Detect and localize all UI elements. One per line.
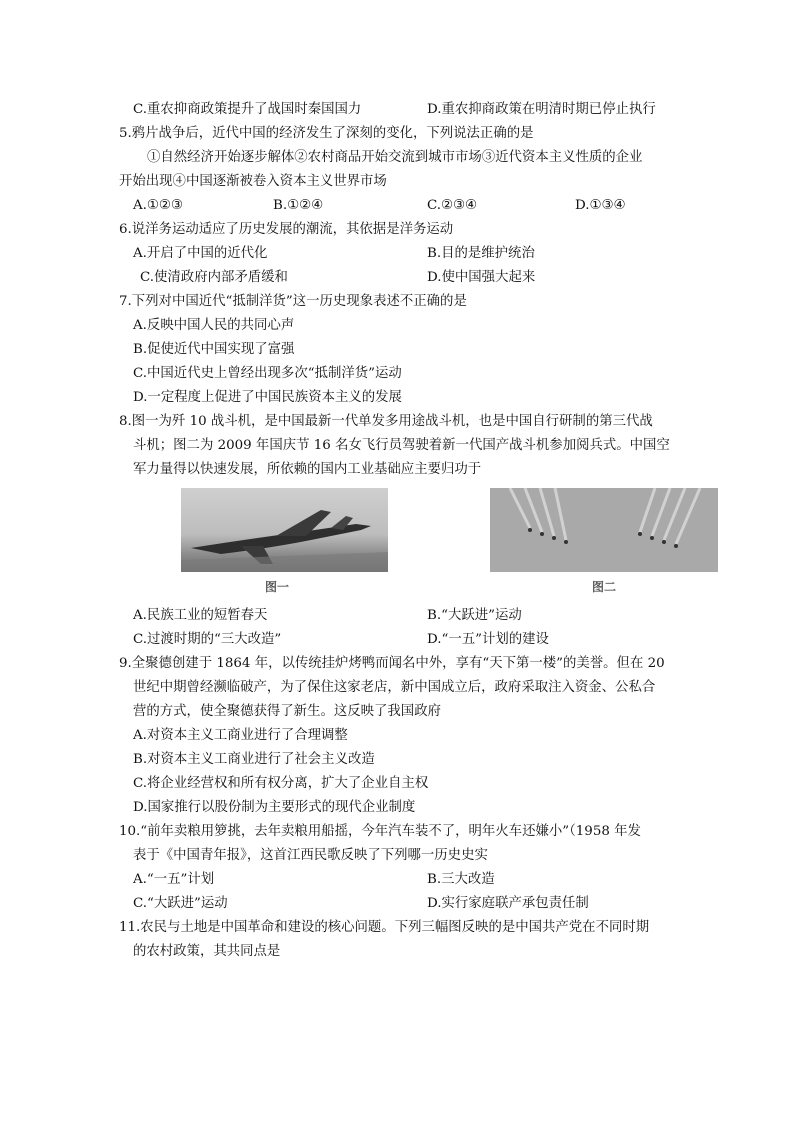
- q8-stem-line1: 8.图一为歼 10 战斗机，是中国最新一代单发多用途战斗机，也是中国自行研制的第三代战: [119, 414, 653, 429]
- q9-option-c: C.将企业经营权和所有权分离，扩大了企业自主权: [133, 776, 429, 791]
- q8-option-a: A.民族工业的短暂春天: [133, 608, 268, 623]
- formation-icon: [490, 488, 718, 572]
- q8-stem-line3: 军力量得以快速发展，所依赖的国内工业基础应主要归功于: [133, 462, 482, 477]
- q4-option-c: C.重农抑商政策提升了战国时秦国国力: [133, 102, 362, 117]
- q5-option-a: A.①②③: [133, 198, 183, 213]
- q9-stem-line3: 营的方式，使全聚德获得了新生。这反映了我国政府: [133, 704, 441, 719]
- q9-option-b: B.对资本主义工商业进行了社会主义改造: [133, 752, 375, 767]
- fighter-jet-icon: [181, 488, 388, 572]
- q6-option-d: D.使中国强大起来: [427, 270, 536, 285]
- figure-1-caption: 图一: [265, 580, 290, 594]
- q10-option-b: B.三大改造: [427, 872, 495, 887]
- q8-option-c: C.过渡时期的“三大改造”: [133, 632, 282, 647]
- q6-option-b: B.目的是维护统治: [427, 246, 535, 261]
- q5-stem: 5.鸦片战争后，近代中国的经济发生了深刻的变化，下列说法正确的是: [119, 126, 534, 141]
- q8-stem-line2: 斗机；图二为 2009 年国庆节 16 名女飞行员驾驶着新一代国产战斗机参加阅兵式。中国空: [133, 438, 670, 453]
- q6-option-a: A.开启了中国的近代化: [133, 246, 268, 261]
- q10-option-a: A.“一五”计划: [133, 872, 215, 887]
- q8-option-b: B.“大跃进”运动: [427, 608, 522, 623]
- q5-option-d: D.①③④: [575, 198, 626, 213]
- q10-stem-line1: 10.“前年卖粮用箩挑，去年卖粮用船摇，今年汽车装不了，明年火车还嫌小”（1958 年发: [119, 824, 641, 839]
- figure-2-formation-flight: [490, 488, 718, 572]
- figure-1-fighter-jet: [181, 488, 388, 572]
- q7-option-b: B.促使近代中国实现了富强: [133, 342, 295, 357]
- q5-items-line2: 开始出现④中国逐渐被卷入资本主义世界市场: [119, 174, 387, 189]
- q10-option-c: C.“大跃进”运动: [133, 896, 228, 911]
- q9-option-d: D.国家推行以股份制为主要形式的现代企业制度: [133, 800, 416, 815]
- q5-option-c: C.②③④: [427, 198, 478, 213]
- q7-stem: 7.下列对中国近代“抵制洋货”这一历史现象表述不正确的是: [119, 294, 467, 309]
- q7-option-c: C.中国近代史上曾经出现多次“抵制洋货”运动: [133, 366, 402, 381]
- q9-stem-line1: 9.全聚德创建于 1864 年，以传统挂炉烤鸭而闻名中外，享有“天下第一楼”的美誉。但在 20: [119, 656, 665, 671]
- q9-stem-line2: 世纪中期曾经濒临破产，为了保住这家老店，新中国成立后，政府采取注入资金、公私合: [133, 680, 656, 695]
- q5-items-line1: ①自然经济开始逐步解体②农村商品开始交流到城市市场③近代资本主义性质的企业: [147, 150, 643, 165]
- q8-option-d: D.“一五”计划的建设: [427, 632, 549, 647]
- q6-option-c: C.使清政府内部矛盾缓和: [140, 270, 288, 285]
- q10-stem-line2: 表于《中国青年报》，这首江西民歌反映了下列哪一历史史实: [133, 848, 488, 863]
- q11-stem-line2: 的农村政策，其共同点是: [133, 944, 281, 959]
- q10-option-d: D.实行家庭联产承包责任制: [427, 896, 589, 911]
- figure-2-caption: 图二: [592, 580, 617, 594]
- q6-stem: 6.说洋务运动适应了历史发展的潮流，其依据是洋务运动: [119, 222, 454, 237]
- q9-option-a: A.对资本主义工商业进行了合理调整: [133, 728, 348, 743]
- q4-option-d: D.重农抑商政策在明清时期已停止执行: [427, 102, 656, 117]
- q5-option-b: B.①②④: [273, 198, 324, 213]
- q11-stem-line1: 11.农民与土地是中国革命和建设的核心问题。下列三幅图反映的是中国共产党在不同时期: [119, 920, 650, 935]
- q7-option-d: D.一定程度上促进了中国民族资本主义的发展: [133, 390, 402, 405]
- q7-option-a: A.反映中国人民的共同心声: [133, 318, 295, 333]
